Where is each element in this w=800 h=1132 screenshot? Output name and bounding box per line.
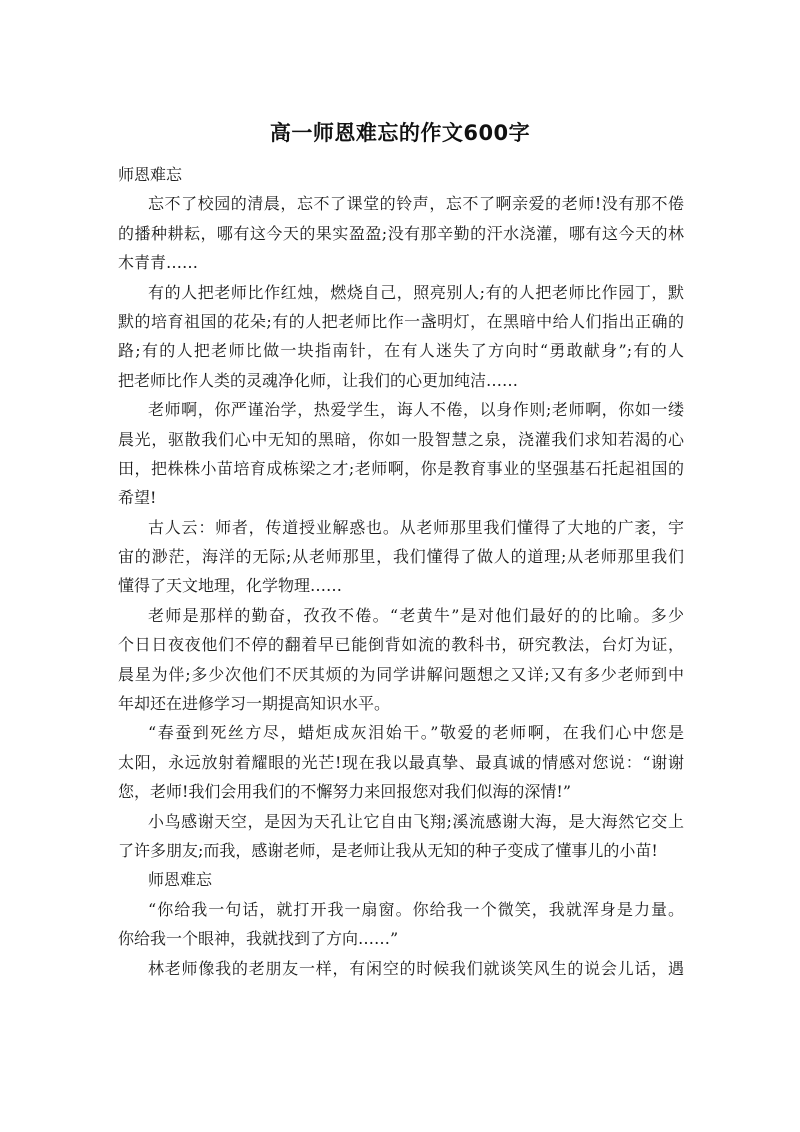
document-title: 高一师恩难忘的作文600字	[269, 121, 531, 145]
paragraph-line: 懂得了天文地理，化学物理……	[118, 576, 343, 596]
paragraph-line: 小鸟感谢天空，是因为天孔让它自由飞翔;溪流感谢大海，是大海然它交上	[148, 811, 684, 831]
section-heading: 师恩难忘	[118, 165, 183, 184]
paragraph-line: 老师啊，你严谨治学，热爱学生，诲人不倦，以身作则;老师啊，你如一缕	[148, 400, 684, 420]
paragraph-line: 老师是那样的勤奋，孜孜不倦。“老黄牛”是对他们最好的的比喻。多少	[148, 605, 684, 625]
section-heading: 师恩难忘	[148, 870, 213, 890]
paragraph-line: 你给我一个眼神，我就找到了方向……”	[118, 929, 399, 949]
paragraph-line: 了许多朋友;而我，感谢老师，是老师让我从无知的种子变成了懂事儿的小苗!	[118, 840, 658, 860]
paragraph-line: 晨星为伴;多少次他们不厌其烦的为同学讲解问题想之又详;又有多少老师到中	[118, 664, 684, 684]
paragraph-line: 默的培育祖国的花朵;有的人把老师比作一盏明灯，在黑暗中给人们指出正确的	[118, 311, 684, 331]
paragraph-line: 木青青……	[118, 253, 199, 273]
paragraph-line: 的播种耕耘，哪有这今天的果实盈盈;没有那辛勤的汗水浇灌，哪有这今天的林	[118, 223, 684, 243]
paragraph-line: 宙的渺茫，海洋的无际;从老师那里，我们懂得了做人的道理;从老师那里我们	[118, 547, 684, 567]
paragraph-line: “春蚕到死丝方尽，蜡炬成灰泪始干。”敬爱的老师啊，在我们心中您是	[148, 723, 684, 743]
paragraph-line: “你给我一句话，就打开我一扇窗。你给我一个微笑，我就浑身是力量。	[148, 899, 684, 919]
paragraph-line: 晨光，驱散我们心中无知的黑暗，你如一股智慧之泉，浇灌我们求知若渴的心	[118, 429, 684, 449]
paragraph-line: 古人云：师者，传道授业解惑也。从老师那里我们懂得了大地的广袤，宇	[148, 517, 684, 537]
paragraph-line: 太阳，永远放射着耀眼的光芒!现在我以最真挚、最真诚的情感对您说：“谢谢	[118, 752, 684, 772]
paragraph-line: 忘不了校园的清晨，忘不了课堂的铃声，忘不了啊亲爱的老师!没有那不倦	[148, 194, 684, 214]
paragraph-line: 年却还在进修学习一期提高知识水平。	[118, 694, 391, 714]
paragraph-line: 个日日夜夜他们不停的翻着早已能倒背如流的教科书，研究教法，台灯为证，	[118, 635, 684, 655]
paragraph-line: 有的人把老师比作红烛，燃烧自己，照亮别人;有的人把老师比作园丁，默	[148, 282, 684, 302]
paragraph-line: 您，老师!我们会用我们的不懈努力来回报您对我们似海的深情!”	[118, 782, 572, 802]
paragraph-line: 田，把株株小苗培育成栋梁之才;老师啊，你是教育事业的坚强基石托起祖国的	[118, 458, 684, 478]
paragraph-line: 把老师比作人类的灵魂净化师，让我们的心更加纯洁……	[118, 370, 519, 390]
document-body	[118, 160, 684, 983]
paragraph-line: 希望!	[118, 488, 157, 508]
paragraph-line: 路;有的人把老师比做一块指南针，在有人迷失了方向时“勇敢献身”;有的人	[118, 341, 684, 361]
paragraph-line: 林老师像我的老朋友一样，有闲空的时候我们就谈笑风生的说会儿话，遇	[148, 958, 684, 978]
